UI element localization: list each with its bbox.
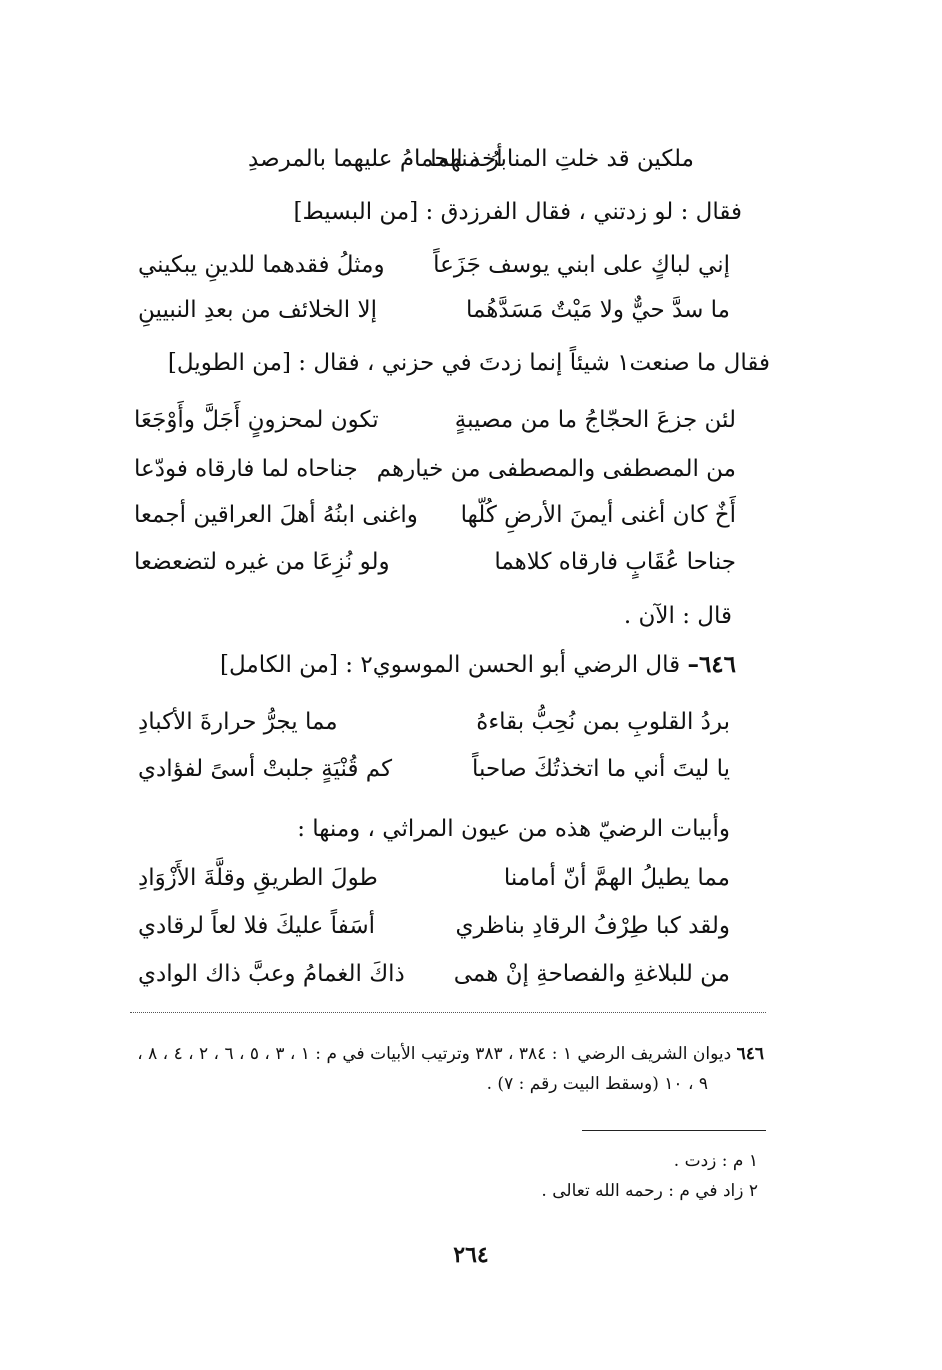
source-note-number: ٦٤٦ [736,1044,764,1064]
entry-heading-text: قال الرضي أبو الحسن الموسوي٢ : [من الكامل] [220,652,681,678]
verse-second-hemistich: أسَفاً عليكَ فلا لعاً لرقادي [138,913,375,939]
verse-first-hemistich: بردُ القلوبِ بمن نُحِبُّ بقاءهُ [476,709,730,735]
verse-first-hemistich: لئن جزعَ الحجّاجُ ما من مصيبةٍ [454,407,736,433]
verse-first-hemistich: جناحا عُقَابٍ فارقاه كلاهما [494,549,736,575]
source-note-text: ديوان الشريف الرضي ١ : ٣٨٤ ، ٣٨٣ وترتيب الأبيات في م : ١ ، ٣ ، ٥ ، ٦ ، ٢ ، ٤ ، ٨ ، [137,1044,732,1064]
entry-heading [220,649,736,681]
footnote: ٢ زاد في م : رحمه الله تعالى . [541,1181,758,1201]
verse-second-hemistich: ولو نُزِعَا من غيره لتضعضعا [134,549,390,575]
verse-first-hemistich: من المصطفى والمصطفى من خيارهم [376,456,736,482]
verse-first-hemistich: إني لباكٍ على ابني يوسف جَزَعاً [433,252,730,278]
dotted-separator [130,1012,766,1013]
prose-line: وأبيات الرضيّ هذه من عيون المراثي ، ومنها : [297,816,730,842]
verse-second-hemistich: إلا الخلائف من بعدِ النبيينِ [138,297,377,323]
verse-first-hemistich: ولقد كبا طِرْفُ الرقادِ بناظري [455,913,730,939]
verse-second-hemistich: تكون لمحزونٍ أَجَلَّ وأَوْجَعَا [134,407,379,433]
verse-second-hemistich: مما يجرُّ حرارةَ الأكبادِ [138,709,338,735]
verse-second-hemistich: واغنى ابنُهُ أهلَ العراقين أجمعا [134,502,418,528]
verse-first-hemistich: من للبلاغةِ والفصاحةِ إنْ همى [453,961,730,987]
page-number: ٢٦٤ [453,1242,489,1268]
verse-first-hemistich: ما سدَّ حيٌّ ولا مَيْتٌ مَسَدَّهُما [465,297,730,323]
verse-first-hemistich: أَخٌ كان أغنى أيمنَ الأرضِ كُلّها [460,502,736,528]
source-note-continuation: ٩ ، ١٠ (وسقط البيت رقم : ٧) . [486,1074,708,1094]
verse-second-hemistich: كم قُنْيَةٍ جلبتْ أسىً لفؤادي [138,756,393,782]
verse-first-hemistich: يا ليتَ أني ما اتخذتُكَ صاحباً [472,756,730,782]
footnote-separator [582,1130,766,1131]
prose-line: فقال : لو زدتني ، فقال الفرزدق : [من البسيط] [293,199,742,225]
source-note [137,1041,764,1067]
prose-line: قال : الآن . [623,603,732,629]
verse-second-hemistich: ذاكَ الغمامُ وعبَّ ذاك الوادي [138,961,405,987]
prose-line: فقال ما صنعت١ شيئاً إنما زدتَ في حزني ، فقال : [من الطويل] [167,350,770,376]
verse-first-hemistich: مما يطيلُ الهمَّ أنّ أمامنا [503,865,730,891]
verse-first-hemistich: ملكين قد خلتِ المنابرُ منهما [430,146,694,172]
verse-second-hemistich: طولَ الطريقِ وقلَّةَ الأَزْوَادِ [138,865,378,891]
footnote: ١ م : زدت . [673,1151,758,1171]
verse-second-hemistich: جناحاه لما فارقاه فودّعا [134,456,358,482]
entry-number: ٦٤٦– [687,651,736,678]
verse-second-hemistich: أخذ الحمامُ عليهما بالمرصدِ [248,146,503,172]
verse-second-hemistich: ومثلُ فقدهما للدينِ يبكيني [138,252,385,278]
